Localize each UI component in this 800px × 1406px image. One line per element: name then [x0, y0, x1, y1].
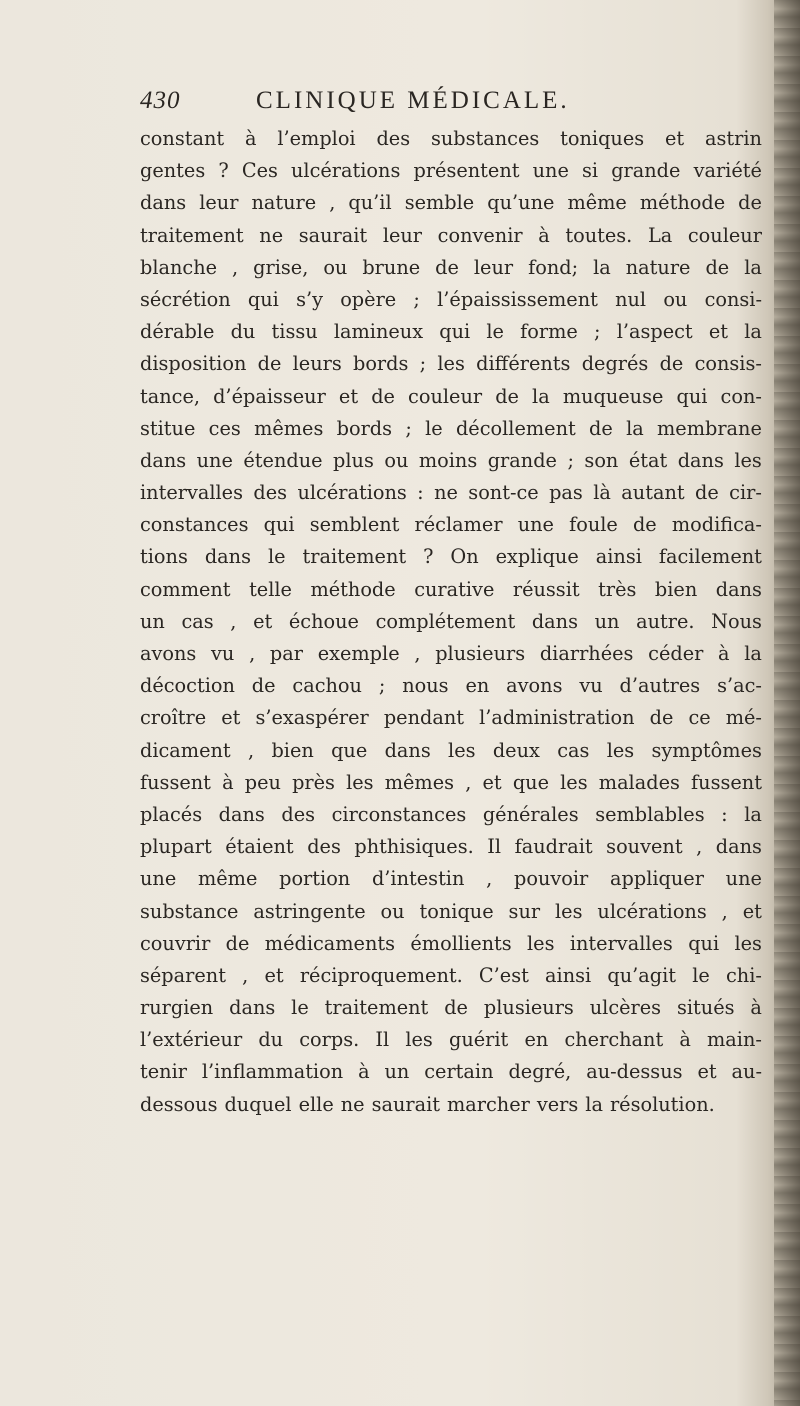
text-line: dans leur nature , qu’il semble qu’une même méthode de — [140, 191, 762, 215]
text-line: l’extérieur du corps. Il les guérit en cherchant à main- — [140, 1028, 762, 1052]
text-line: dérable du tissu lamineux qui le forme ; l’aspect et la — [140, 320, 762, 344]
text-line: avons vu , par exemple , plusieurs diarrhées céder à la — [140, 642, 762, 665]
text-line: plupart étaient des phthisiques. Il faudrait souvent , dans — [140, 835, 762, 859]
text-line: sécrétion qui s’y opère ; l’épaississement nul ou consi- — [140, 287, 762, 311]
text-line: rurgien dans le traitement de plusieurs ulcères situés à — [140, 996, 762, 1020]
text-line: constant à l’emploi des substances toniques et astrin — [140, 127, 762, 150]
text-line: intervalles des ulcérations : ne sont-ce pas là autant de cir- — [140, 481, 762, 505]
text-line: un cas , et échoue complétement dans un autre. Nous — [140, 609, 762, 633]
text-line: dans une étendue plus ou moins grande ; son état dans les — [140, 448, 762, 472]
text-line: substance astringente ou tonique sur les ulcérations , et — [140, 899, 762, 923]
text-line: disposition de leurs bords ; les différents degrés de consis- — [140, 352, 762, 376]
text-line: dessous duquel elle ne saurait marcher vers la résolution. — [140, 1092, 715, 1116]
text-line: gentes ? Ces ulcérations présentent une si grande variété — [140, 159, 762, 183]
text-line: décoction de cachou ; nous en avons vu d’autres s’ac- — [140, 674, 762, 698]
text-line: comment telle méthode curative réussit très bien dans — [140, 577, 762, 601]
text-line: une même portion d’intestin , pouvoir appliquer une — [140, 867, 762, 891]
text-line: dicament , bien que dans les deux cas les symptômes — [140, 738, 762, 762]
text-line: stitue ces mêmes bords ; le décollement de la membrane — [140, 416, 762, 440]
text-line: traitement ne saurait leur convenir à toutes. La couleur — [140, 223, 762, 247]
page-edge-shadow — [774, 0, 800, 1406]
text-line: croître et s’exaspérer pendant l’administration de ce mé- — [140, 706, 762, 730]
text-line: blanche , grise, ou brune de leur fond; la nature de la — [140, 255, 762, 279]
text-line: couvrir de médicaments émollients les intervalles qui les — [140, 931, 762, 955]
body-text — [140, 123, 762, 1121]
text-line: tenir l’inflammation à un certain degré, au-dessus et au- — [140, 1060, 762, 1084]
text-line: tions dans le traitement ? On explique ainsi facilement — [140, 545, 762, 569]
text-line: placés dans des circonstances générales semblables : la — [140, 802, 762, 826]
text-line: séparent , et réciproquement. C’est ainsi qu’agit le chi- — [140, 963, 762, 987]
text-line: constances qui semblent réclamer une foule de modifica- — [140, 513, 762, 537]
running-head: CLINIQUE MÉDICALE. — [256, 87, 570, 114]
text-line: tance, d’épaisseur et de couleur de la muqueuse qui con- — [140, 384, 762, 408]
page-header — [140, 87, 760, 117]
page-number: 430 — [140, 87, 181, 114]
text-line: fussent à peu près les mêmes , et que les malades fussent — [140, 770, 762, 794]
